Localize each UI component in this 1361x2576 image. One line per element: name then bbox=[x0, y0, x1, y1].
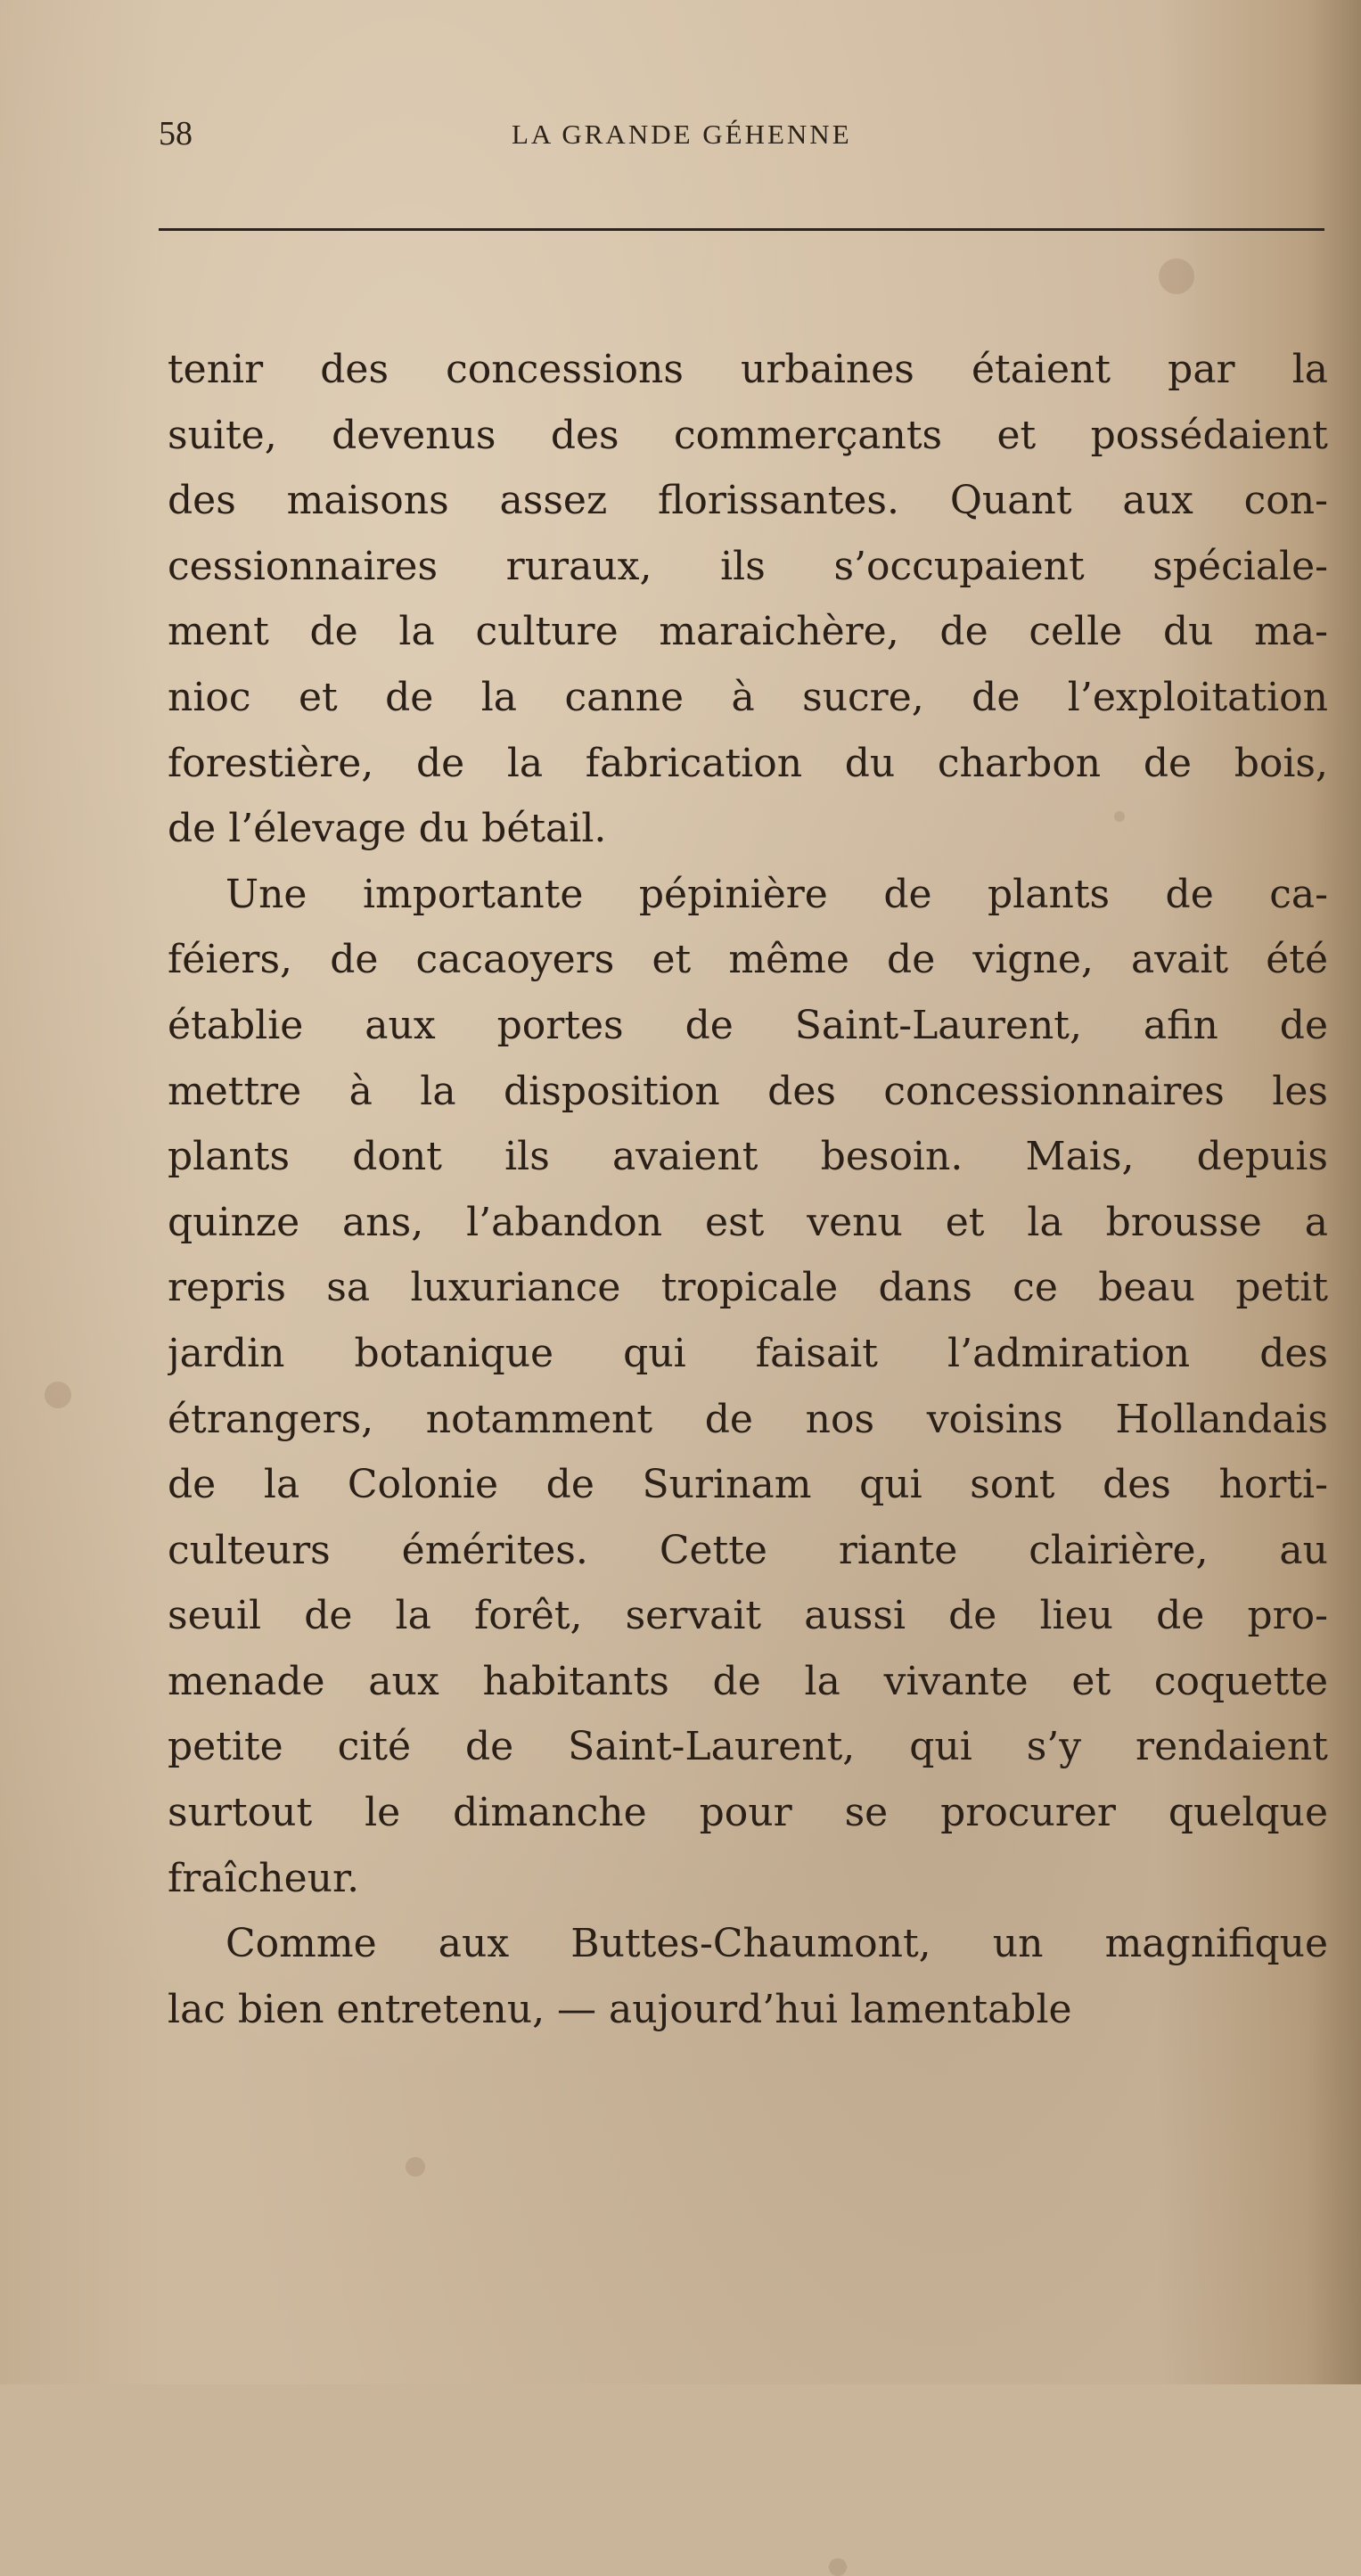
text-line: repris sa luxuriance tropicale dans ce beau petit bbox=[168, 1265, 1328, 1311]
body-text bbox=[168, 337, 1328, 2042]
text-line: étrangers, notamment de nos voisins Hollandais bbox=[168, 1396, 1328, 1442]
text-line: forestière, de la fabrication du charbon de bois, bbox=[168, 740, 1328, 786]
text-line: suite, devenus des commerçants et possédaient bbox=[168, 412, 1328, 458]
page-header bbox=[159, 114, 1328, 159]
text-line: mettre à la disposition des concessionnaires les bbox=[168, 1068, 1328, 1114]
page-number: 58 bbox=[159, 115, 193, 152]
text-line: de l’élevage du bétail. bbox=[168, 806, 607, 852]
text-line: nioc et de la canne à sucre, de l’exploitation bbox=[168, 674, 1328, 720]
text-line: lac bien entretenu, — aujourd’hui lamentable bbox=[168, 1986, 1072, 2032]
text-line: féiers, de cacaoyers et même de vigne, avait été bbox=[168, 937, 1328, 983]
text-line: fraîcheur. bbox=[168, 1855, 360, 1901]
paper-stain bbox=[406, 2157, 425, 2177]
text-line: Une importante pépinière de plants de ca- bbox=[225, 871, 1328, 917]
running-head: LA GRANDE GÉHENNE bbox=[512, 119, 852, 150]
paper-stain bbox=[829, 2558, 847, 2576]
text-line: ment de la culture maraichère, de celle du ma- bbox=[168, 609, 1328, 655]
text-line: cessionnaires ruraux, ils s’occupaient spéciale- bbox=[168, 543, 1328, 589]
text-line: de la Colonie de Surinam qui sont des horti- bbox=[168, 1462, 1328, 1508]
text-line: menade aux habitants de la vivante et coquette bbox=[168, 1658, 1328, 1704]
text-line: Comme aux Buttes-Chaumont, un magnifique bbox=[225, 1921, 1328, 1967]
text-line: jardin botanique qui faisait l’admiration des bbox=[168, 1330, 1328, 1376]
text-line: culteurs émérites. Cette riante clairière, au bbox=[168, 1527, 1328, 1573]
paper-stain bbox=[1159, 258, 1194, 294]
paper-stain bbox=[45, 1382, 71, 1408]
text-line: établie aux portes de Saint-Laurent, afin de bbox=[168, 1002, 1328, 1048]
text-line: seuil de la forêt, servait aussi de lieu de pro- bbox=[168, 1593, 1328, 1639]
text-line: petite cité de Saint-Laurent, qui s’y rendaient bbox=[168, 1724, 1328, 1770]
text-line: surtout le dimanche pour se procurer quelque bbox=[168, 1790, 1328, 1836]
header-rule bbox=[159, 228, 1324, 231]
text-line: tenir des concessions urbaines étaient par la bbox=[168, 347, 1328, 392]
text-line: quinze ans, l’abandon est venu et la brousse a bbox=[168, 1199, 1328, 1245]
text-line: des maisons assez florissantes. Quant aux con- bbox=[168, 478, 1328, 524]
text-line: plants dont ils avaient besoin. Mais, depuis bbox=[168, 1134, 1328, 1180]
